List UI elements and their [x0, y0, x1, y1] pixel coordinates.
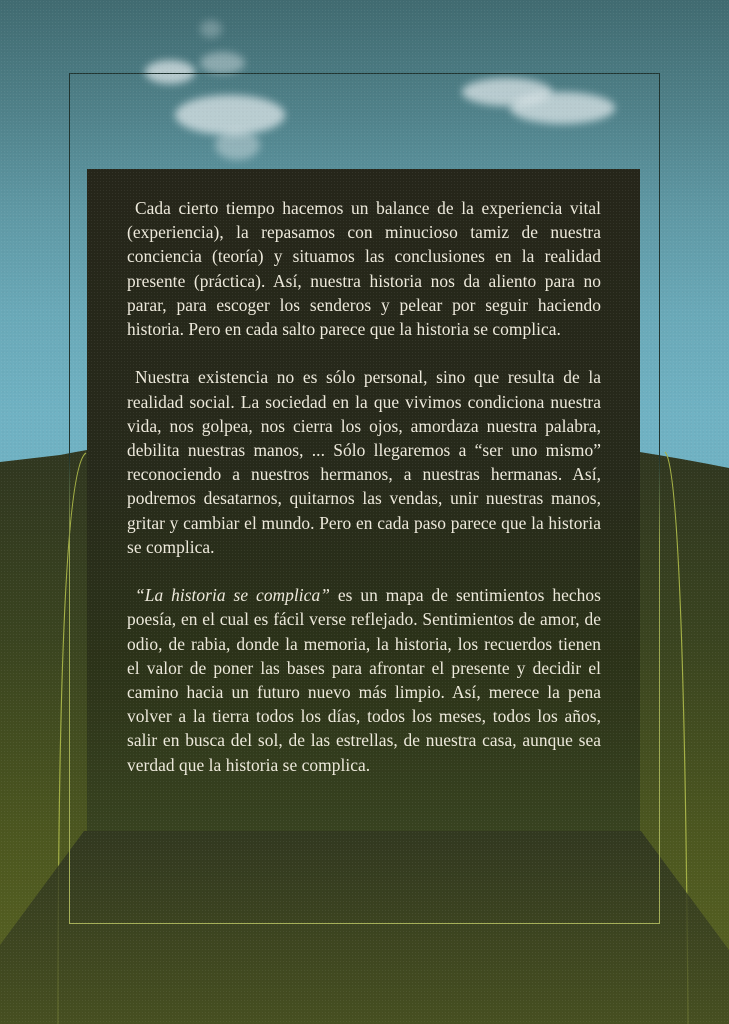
paragraph-2: Nuestra existencia no es sólo personal, sino que resulta de la realidad social. La sociedad en la que vivimos condiciona nuestra vida, nos golpea, nos cierra los ojos, amordaza nuestra palabra, debilita nuestras manos, ... Sólo llegaremos a “ser uno mismo” reconociendo a nuestros hermanos, a nuestras hermanas. Así, podremos desatarnos, quitarnos las vendas, unir nuestras manos, gritar y cambiar el mundo. Pero en cada paso parece que la historia se complica. — [127, 367, 601, 557]
paragraph-3 — [127, 583, 601, 777]
paragraph-1: Cada cierto tiempo hacemos un balance de la experiencia vital (experiencia), la repasamos con minucioso tamiz de nuestra conciencia (teoría) y situamos las conclusiones en la realidad presente (práctica). Así, nuestra historia nos da aliento para no parar, para escoger los senderos y pelear por seguir haciendo historia. Pero en cada salto parece que la historia se complica. — [127, 198, 601, 340]
book-title-quote: “La historia se complica” — [135, 585, 330, 606]
document-body — [127, 196, 601, 801]
paragraph-3-text: es un mapa de sentimientos hechos poesía, en el cual es fácil verse reflejado. Sentimientos de amor, de odio, de rabia, donde la memoria, la historia, los recuerdos tienen el valor de poner las bases para afrontar el presente y decidir el camino hacia un futuro nuevo más limpio. Así, merece la pena volver a la tierra todos los días, todos los meses, todos los años, salir en busca del sol, de las estrellas, de nuestra casa, aunque sea verdad que la historia se complica. — [127, 585, 601, 775]
